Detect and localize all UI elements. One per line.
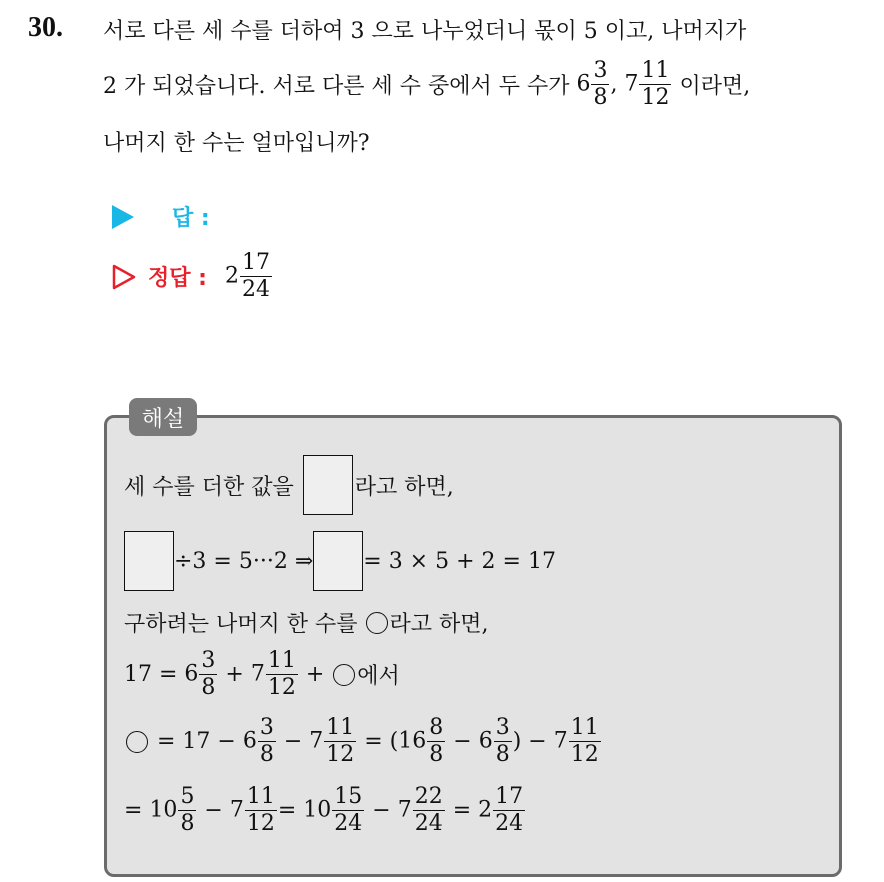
correct-answer-row	[112, 252, 273, 301]
denominator: 12	[246, 811, 275, 836]
numerator: 11	[267, 648, 296, 673]
denominator: 24	[241, 277, 270, 302]
fraction	[639, 60, 671, 109]
text: 에서	[357, 664, 400, 689]
mixed-number	[230, 786, 278, 835]
text: −	[197, 798, 230, 823]
answer-row	[112, 201, 210, 232]
circle-placeholder	[366, 612, 388, 634]
mixed-number	[554, 717, 602, 766]
numerator: 11	[570, 715, 599, 740]
mixed-number-2	[624, 60, 672, 109]
fraction	[413, 786, 445, 835]
whole: 6	[242, 728, 257, 754]
question-line-3: 나머지 한 수는 얼마입니까?	[103, 131, 370, 156]
numerator: 3	[495, 715, 510, 740]
whole: 7	[397, 797, 412, 823]
fraction	[266, 650, 298, 699]
whole: 16	[398, 728, 427, 754]
numerator: 11	[246, 784, 275, 809]
text: +	[218, 662, 251, 687]
solution-line-2	[124, 531, 556, 591]
whole: 7	[229, 797, 244, 823]
correct-answer-value	[225, 252, 273, 301]
comma: ,	[610, 72, 625, 97]
blank-box	[124, 531, 174, 591]
mixed-number	[149, 786, 197, 835]
text: −	[365, 798, 398, 823]
denominator: 8	[593, 85, 608, 110]
denominator: 8	[429, 742, 444, 767]
text: 구하려는 나머지 한 수를	[124, 612, 358, 637]
numerator: 15	[334, 784, 363, 809]
mixed-number	[303, 786, 365, 835]
mixed-number-1	[576, 60, 610, 109]
fraction	[199, 650, 217, 699]
solution-line-4	[124, 650, 400, 699]
mixed-number	[251, 650, 299, 699]
denominator: 24	[414, 811, 443, 836]
denominator: 8	[495, 742, 510, 767]
mixed-number	[243, 717, 277, 766]
numerator: 5	[180, 784, 195, 809]
numerator: 3	[259, 715, 274, 740]
text: −	[446, 729, 479, 754]
solution-line-1	[124, 455, 454, 515]
numerator: 11	[326, 715, 355, 740]
text: = 3 × 5 + 2 = 17	[363, 548, 556, 574]
denominator: 24	[334, 811, 363, 836]
correct-answer-label: 정답 :	[148, 266, 207, 291]
text: =	[124, 798, 150, 823]
fraction	[569, 717, 601, 766]
text: ) −	[512, 729, 554, 754]
whole: 7	[250, 661, 265, 687]
outline-triangle-icon	[112, 264, 136, 290]
numerator: 3	[201, 648, 216, 673]
fraction	[493, 786, 525, 835]
text: 라고 하면,	[389, 612, 489, 637]
denominator: 12	[267, 675, 296, 700]
text: =	[445, 798, 479, 823]
blank-box	[313, 531, 363, 591]
denominator: 8	[180, 811, 195, 836]
whole: 2	[478, 797, 493, 823]
fraction	[245, 786, 277, 835]
whole: 2	[224, 263, 239, 289]
text: 17 =	[124, 662, 185, 687]
whole: 10	[149, 797, 178, 823]
whole: 6	[184, 661, 199, 687]
text: 라고 하면,	[354, 474, 454, 500]
text: −	[276, 729, 310, 754]
fraction	[332, 786, 364, 835]
text: ÷3 = 5···2 ⇒	[174, 548, 314, 574]
whole: 7	[309, 728, 324, 754]
solution-line-6	[124, 786, 526, 835]
question-line-2-text: 2 가 되었습니다. 서로 다른 세 수 중에서 두 수가	[103, 74, 577, 99]
denominator: 12	[570, 742, 599, 767]
text: =	[277, 798, 304, 823]
fraction	[258, 717, 276, 766]
numerator: 3	[593, 58, 608, 83]
numerator: 22	[414, 784, 443, 809]
denominator: 24	[495, 811, 524, 836]
fraction	[240, 252, 272, 301]
text: 세 수를 더한 값을	[124, 474, 301, 500]
question-line-1: 서로 다른 세 수를 더하여 3 으로 나누었더니 몫이 5 이고, 나머지가	[103, 19, 747, 44]
denominator: 12	[641, 85, 670, 110]
mixed-number	[398, 717, 446, 766]
solution-tag: 해설	[129, 398, 197, 436]
whole: 7	[553, 728, 568, 754]
solution-line-5	[124, 717, 602, 766]
numerator: 11	[641, 58, 670, 83]
question-number: 30.	[28, 12, 63, 43]
fraction	[427, 717, 445, 766]
circle-placeholder	[126, 731, 148, 753]
numerator: 17	[241, 250, 270, 275]
mixed-number	[184, 650, 218, 699]
denominator: 12	[326, 742, 355, 767]
fraction	[324, 717, 356, 766]
blank-box	[303, 455, 353, 515]
question-line-2-end: 이라면,	[672, 74, 751, 99]
mixed-number	[398, 786, 446, 835]
text: = 17 −	[150, 729, 243, 754]
denominator: 8	[201, 675, 216, 700]
fraction	[178, 786, 196, 835]
mixed-number	[309, 717, 357, 766]
denominator: 8	[259, 742, 274, 767]
numerator: 8	[429, 715, 444, 740]
text: = (	[357, 729, 399, 754]
text: +	[298, 662, 332, 687]
whole: 7	[624, 71, 639, 97]
solution-line-3	[124, 607, 489, 638]
fraction	[591, 60, 609, 109]
whole: 6	[576, 71, 591, 97]
mixed-number	[479, 717, 513, 766]
question-line-2	[103, 60, 750, 109]
circle-placeholder	[333, 664, 355, 686]
fraction	[494, 717, 512, 766]
whole: 6	[478, 728, 493, 754]
play-triangle-icon	[112, 205, 134, 229]
whole: 10	[303, 797, 332, 823]
answer-label: 답 :	[172, 206, 210, 231]
mixed-number	[478, 786, 526, 835]
numerator: 17	[495, 784, 524, 809]
